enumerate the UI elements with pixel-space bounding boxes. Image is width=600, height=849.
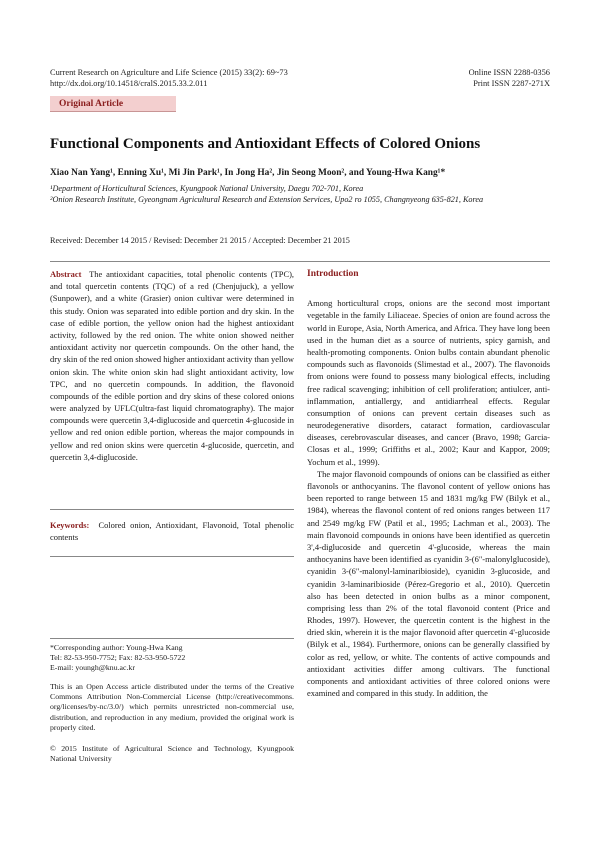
copyright-text: © 2015 Institute of Agricultural Science and Technology, Kyungpook National University [50,744,294,764]
author-list: Xiao Nan Yang¹, Enning Xu¹, Mi Jin Park¹, In Jong Ha², Jin Seong Moon², and Young-Hwa Kang¹* [50,168,446,178]
journal-citation: Current Research on Agriculture and Life Science (2015) 33(2): 69~73 [50,68,288,77]
doi-link[interactable]: http://dx.doi.org/10.14518/cralS.2015.33.2.011 [50,79,208,88]
affiliation-2: ²Onion Research Institute, Gyeongnam Agricultural Research and Extension Services, Upo2 ro 1055, Changnyeong 635-821, Korea [50,195,484,204]
affiliations [50,183,570,205]
keywords-block [50,519,294,543]
abstract-block [50,268,294,463]
introduction-heading: Introduction [307,269,359,279]
intro-paragraph-2: The major flavonoid compounds of onions can be classified as either flavonols or anthocyanins. The flavonol content of yellow onions has been reported to range between 15 and 1831 mg/kg FW (Bilyk et al., 1984), whereas the flavonol content of red onions ranges between 117 and 2549 mg/kg FW (Patil et al., 1995; Lachman et al., 2003). The main flavonoid compounds in onions have been identified as quercetin 3',4-diglucoside and quercetin 4'-glucoside, whereas the main anthocyanins have been identified as cyanidin 3-(6"-malonylglucoside), cyanidin 3-(6"-malonyl-laminaribioside), cyanidin 3-glucoside, and cyanidin 3-laminaribioside (Pérez-Gregorio et al., 2010). Quercetin also has been detected in onion bulbs as a minor component, comprising less than 2% of the total flavonoid content (Price and Rhodes, 1997). However, the quercetin content is the highest in the dried skin, wherein it is the major flavonoid after quercetin 4'-glucoside (Bilyk et al., 1984). Furthermore, onions can be generally classified by color as red, yellow, or white. The contents of active compounds and antioxidant activities differ among cultivars. The functional components and antioxidant activities of three colored onions were examined and compared in this study. In addition, the [307,468,550,699]
divider-keywords [50,556,294,557]
paper-title: Functional Components and Antioxidant Effects of Colored Onions [50,136,481,152]
corresponding-author [50,643,294,674]
license-text: This is an Open Access article distributed under the terms of the Creative Commons Attribution Non-Commercial License (http://creativecommons. org/licenses/by-nc/3.0/) which permits unrestricted non-commercial use, distribution, and reproduction in any medium, provided the original work is properly cited. [50,682,294,732]
abstract-label: Abstract [50,269,82,279]
issn-block [469,67,550,89]
divider-top [50,261,550,262]
corresponding-name: *Corresponding author: Young-Hwa Kang [50,643,183,652]
intro-paragraph-1: Among horticultural crops, onions are the second most important vegetable in the family Liliaceae. Species of onion are found across the world in Europe, Asia, North America, and Africa. They have long been used in the human diet as a source of nutrients, spicy garnish, and health-promoting components. Onion bulbs contain abundant phenolic compounds such as flavonoids (Slimestad et al., 2007). The flavonoids from onions were found to possess many biological effects, including free radical scavenging; inhibition of cell proliferation; antiulcer, anti-inflammation, antiallergy, and antidiarrheal effects. Regular consumption of onions can prevent certain diseases such as neurodegenerative disorders, cataract formation, cardiovascular diseases, cerebrovascular diseases, and cancer (Bravo, 1998; Garcia-Closas et al., 1999; Griffiths et al., 2002; Kaur and Kappor, 2009; Yochum et al., 1999). [307,298,550,467]
corresponding-email[interactable]: E-mail: youngh@knu.ac.kr [50,663,135,673]
keywords-label: Keywords: [50,520,90,530]
divider-abstract [50,509,294,510]
article-type-badge: Original Article [50,96,176,112]
received-dates: Received: December 14 2015 / Revised: December 21 2015 / Accepted: December 21 2015 [50,236,350,245]
issn-print: Print ISSN 2287-271X [473,79,550,88]
abstract-text: The antioxidant capacities, total phenolic contents (TPC), and total quercetin contents (TQC) of a red (Chenjujuck), a yellow (Sunpower), and a white (Grasier) onion cultivar were determined in this study. Onion was separated into edible portion and dry skin. In the case of edible portion, the yellow onion had the highest antioxidant activity, followed by the red onion. The white onion showed neither antioxidant activity nor quercetin compounds. On the other hand, the dry skin of the red onion showed higher antioxidant activity than yellow onion skin. The white onion skin had slight antioxidant activity, low TPC, and no quercetin compounds. In addition, the flavonoid compounds of the edible portion and dry skins of these colored onions were analyzed by UFLC(ultra-fast liquid chromatography). The major compounds were quercetin 3,4-diglucoside and quercetin 4-glucoside in yellow and red onion edible portion, whereas the major compounds in yellow and red onion skins were quercetin 4-glucoside, quercetin, and quercetin 3,4-diglucoside. [50,269,295,462]
corresponding-phone: Tel: 82-53-950-7752; Fax: 82-53-950-5722 [50,653,186,663]
affiliation-1: ¹Department of Horticultural Sciences, Kyungpook National University, Daegu 702-701, Korea [50,184,364,193]
keywords-text: Colored onion, Antioxidant, Flavonoid, Total phenolic contents [50,520,294,543]
introduction-section [307,268,550,699]
issn-online: Online ISSN 2288-0356 [468,68,550,77]
divider-footnote [50,638,294,639]
journal-header [50,67,288,89]
